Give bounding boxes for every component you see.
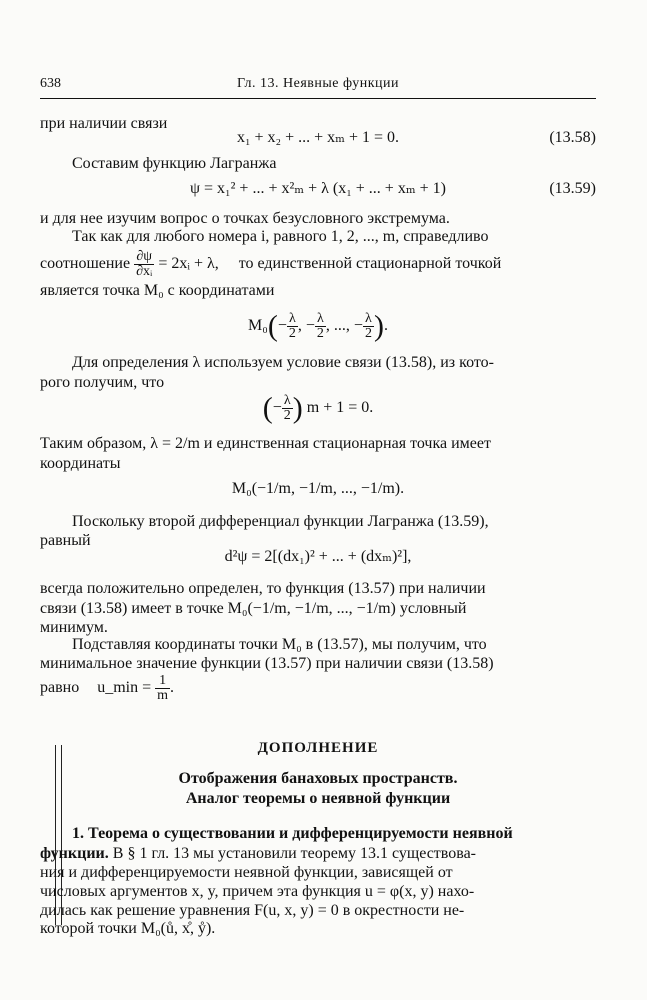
paragraph: координаты [40, 455, 121, 472]
paragraph: Таким образом, λ = 2/m и единственная стационарная точка имеет [40, 435, 491, 452]
equation-formula: ψ = x₁² + ... + x²ₘ + λ (x₁ + ... + xₘ + 1) [190, 180, 446, 197]
paragraph: Для определения λ используем условие связи (13.58), из кото- [72, 354, 494, 371]
point-label: M₀ [248, 317, 268, 334]
paragraph: Так как для любого номера i, равного 1, 2, ..., m, справедливо [72, 228, 489, 245]
text: то единственной стационарной точкой [238, 255, 502, 272]
paragraph: Поскольку второй дифференциал функции Лагранжа (13.59), [72, 513, 489, 530]
umin-label: u_min = [97, 679, 152, 696]
paragraph: числовых аргументов x, y, причем эта функция u = φ(x, y) нахо- [40, 883, 475, 900]
equation-second-differential: d²ψ = 2[(dx₁)² + ... + (dxₘ)²], [224, 548, 412, 565]
paragraph: Подставляя координаты точки M₀ в (13.57), мы получим, что [72, 636, 487, 653]
fraction-numerator: ∂ψ [134, 250, 154, 265]
chapter-title: Гл. 13. Неявные функции [236, 76, 399, 91]
paragraph: связи (13.58) имеет в точке M₀(−1/m, −1/m, ..., −1/m) условный [40, 600, 467, 617]
page-header [40, 76, 596, 99]
paragraph: и для нее изучим вопрос о точках безусловного экстремума. [40, 210, 450, 227]
fraction: $\frac{\lambda}{2}$ [283, 392, 291, 423]
paragraph: функции. В § 1 гл. 13 мы установили теорему 13.1 существова- [40, 845, 477, 862]
fraction: $\frac{\lambda}{2}$ [364, 310, 372, 341]
fraction: $\frac{\lambda}{2}$ [288, 310, 296, 341]
equation-number: (13.59) [549, 180, 596, 197]
partial-fraction [134, 250, 154, 279]
paragraph: минимальное значение функции (13.57) при наличии связи (13.58) [40, 655, 494, 672]
paragraph: равный [40, 532, 91, 549]
section-heading: 1. Теорема о существовании и дифференцируемости неявной [72, 825, 513, 842]
paragraph: которой точки M₀(ů, x̊, ẙ). [40, 920, 216, 937]
equation-13-59 [40, 175, 596, 203]
fraction-denominator: ∂xᵢ [136, 263, 153, 279]
equation-m0: M₀(− $\frac{\lambda}{2}$ , − $\frac{\lambda}{2}$ , ..., − $\frac{\lambda}{2}$ ). [248, 309, 388, 343]
equation-13-58 [40, 124, 596, 152]
paragraph: минимум. [40, 619, 108, 636]
paragraph: рого получим, что [40, 374, 165, 391]
text: соотношение [40, 255, 131, 272]
paragraph: ния и дифференцируемости неявной функции, зависящей от [40, 864, 453, 881]
formula: = 2xᵢ + λ, [158, 255, 219, 272]
fraction: $\frac{1}{m}$ [157, 672, 169, 703]
equation-number: (13.58) [549, 129, 596, 146]
page-number: 638 [40, 76, 61, 91]
paragraph: дилась как решение уравнения F(u, x, y) = 0 в окрестности не- [40, 902, 465, 919]
appendix-title: Аналог теоремы о неявной функции [185, 790, 451, 807]
umin-line: равно u_min = $\frac{1}{m}$ . [40, 672, 175, 703]
appendix-heading: ДОПОЛНЕНИЕ [257, 740, 379, 756]
paragraph: Составим функцию Лагранжа [72, 155, 277, 172]
equation-lambda-m: (− $\frac{\lambda}{2}$ ) m + 1 = 0. [262, 391, 374, 425]
paragraph: всегда положительно определен, то функция (13.57) при наличии [40, 580, 486, 597]
equation-formula: x₁ + x₂ + ... + xₘ + 1 = 0. [236, 129, 400, 146]
relation-line [40, 246, 596, 282]
fraction: $\frac{\lambda}{2}$ [316, 310, 324, 341]
equation-coords: M₀(−1/m, −1/m, ..., −1/m). [231, 480, 405, 497]
paragraph: при наличии связи [40, 115, 168, 132]
paragraph: является точка M₀ с координатами [40, 282, 275, 299]
appendix-title: Отображения банаховых пространств. [178, 770, 458, 787]
